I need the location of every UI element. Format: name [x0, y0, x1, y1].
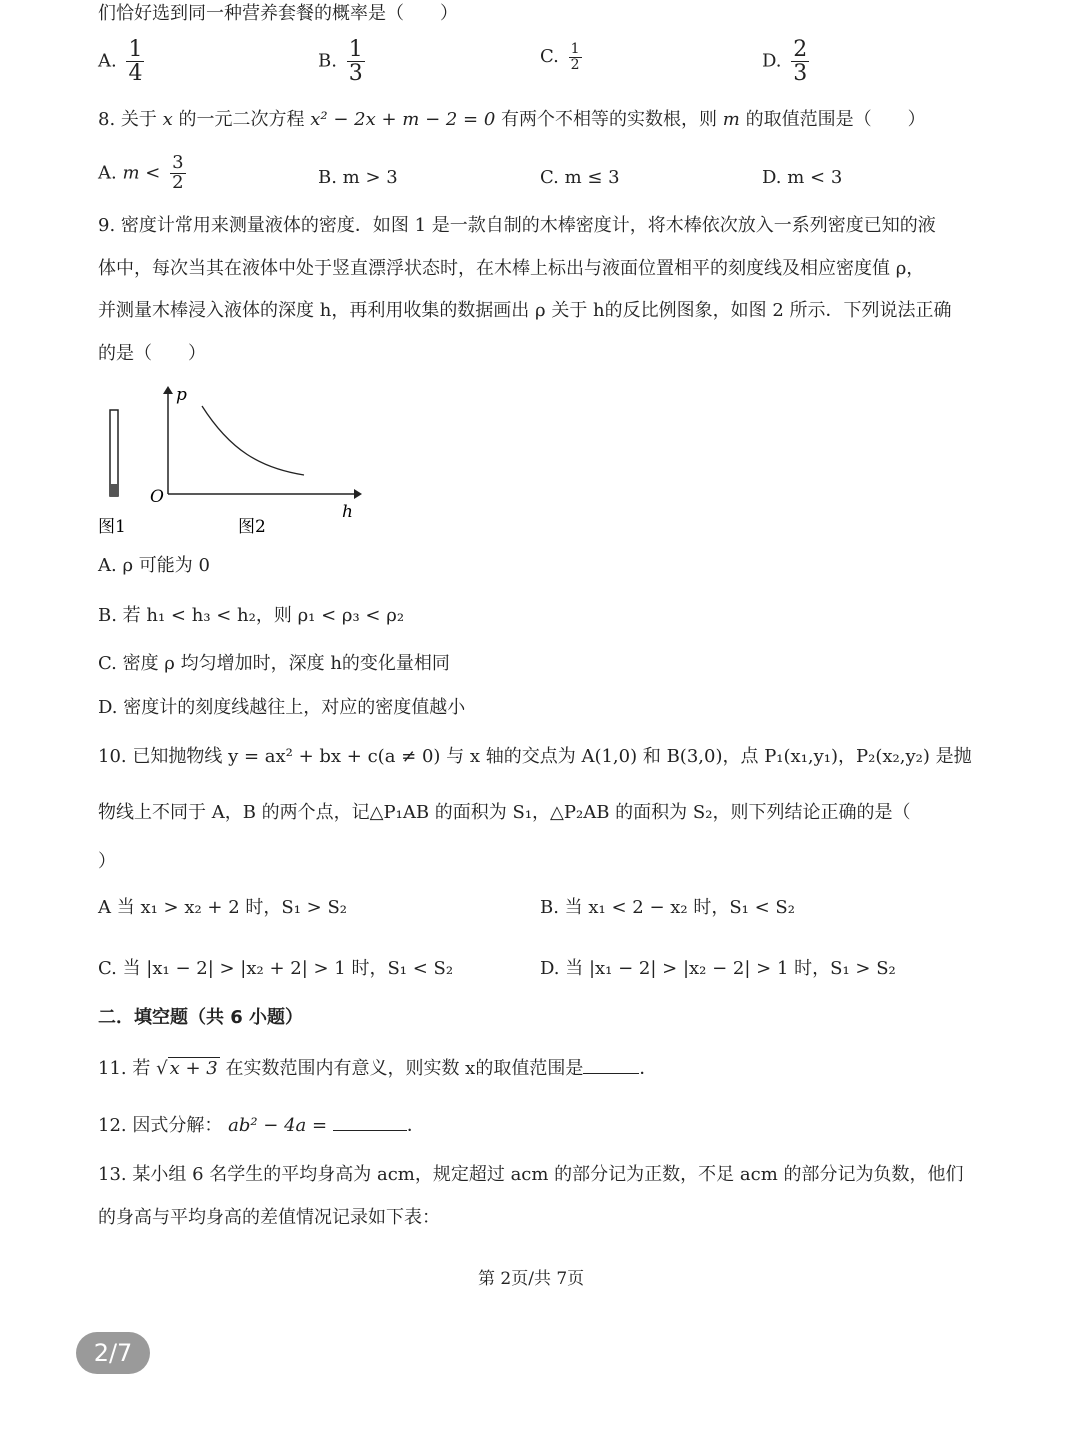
q7-option-d-fraction: $\frac{2}{3}$: [793, 37, 808, 87]
q8-option-b: B. m > 3: [318, 167, 398, 188]
q10-stem-line-3: ）: [98, 851, 116, 872]
q9-option-a: A. ρ 可能为 0: [98, 555, 210, 576]
q10-option-a: A 当 x₁ > x₂ + 2 时，S₁ > S₂: [98, 897, 348, 918]
q7-option-c: C. $\frac{1}{2}$: [540, 41, 580, 73]
section-2-heading: 二．填空题（共 6 小题）: [98, 1007, 304, 1028]
fig2-x-arrow: [354, 489, 362, 499]
q9-option-c: C. 密度 ρ 均匀增加时，深度 h的变化量相同: [98, 653, 450, 674]
q10-stem-line-2: 物线上不同于 A，B 的两个点，记△P₁AB 的面积为 S₁，△P₂AB 的面积为 S₂，则下列结论正确的是（: [98, 802, 911, 823]
q7-option-b-fraction: $\frac{1}{3}$: [348, 37, 363, 87]
fig2-y-label: p: [176, 385, 187, 405]
q7-option-c-fraction: $\frac{1}{2}$: [570, 41, 580, 73]
fig1-label: 图1: [98, 517, 126, 537]
q9-stem-line-1: 9. 密度计常用来测量液体的密度．如图 1 是一款自制的木棒密度计，将木棒依次放入一系列密度已知的液: [98, 215, 936, 236]
q12-answer-blank: [333, 1130, 407, 1131]
q11-answer-blank: [583, 1073, 639, 1074]
q13-stem-line-1: 13. 某小组 6 名学生的平均身高为 acm，规定超过 acm 的部分记为正数，不足 acm 的部分记为负数，他们: [98, 1164, 964, 1185]
page-footer: 第 2页/共 7页: [478, 1269, 585, 1289]
fig2-curve: [202, 406, 304, 475]
q8-stem: 8. 关于 x 的一元二次方程 x² − 2x + m − 2 = 0 有两个不相等的实数根，则 m 的取值范围是（ ）: [98, 109, 926, 130]
q12: 12. 因式分解： ab² − 4a = ．: [98, 1115, 425, 1136]
fig2-x-label: h: [342, 502, 353, 522]
q10-stem-line-1: 10. 已知抛物线 y = ax² + bx + c(a ≠ 0) 与 x 轴的交点为 A(1,0) 和 B(3,0)，点 P₁(x₁,y₁)，P₂(x₂,y₂) 是抛: [98, 746, 972, 767]
q9-stem-line-3: 并测量木棒浸入液体的深度 h，再利用收集的数据画出 ρ 关于 h的反比例图象，如图 2 所示．下列说法正确: [98, 300, 952, 321]
q8-option-a: A. m < $\frac{3}{2}$: [98, 152, 184, 193]
q7-stem-tail: 们恰好选到同一种营养套餐的概率是（ ）: [98, 3, 458, 24]
q9-figures: [90, 380, 380, 545]
q7-option-d: D. $\frac{2}{3}$: [762, 37, 808, 87]
q7-option-a: A. $\frac{1}{4}$: [98, 37, 143, 87]
fig1-weight: [110, 484, 118, 496]
fig2-origin-label: O: [150, 487, 164, 507]
q13-stem-line-2: 的身高与平均身高的差值情况记录如下表：: [98, 1207, 440, 1228]
q10-option-c: C. 当 |x₁ − 2| > |x₂ + 2| > 1 时，S₁ < S₂: [98, 958, 454, 979]
q7-option-b: B. $\frac{1}{3}$: [318, 37, 363, 87]
q9-stem-line-2: 体中，每次当其在液体中处于竖直漂浮状态时，在木棒上标出与液面位置相平的刻度线及相应密度值 ρ，: [98, 258, 925, 279]
q8-option-d: D. m < 3: [762, 167, 843, 188]
q8-option-c: C. m ≤ 3: [540, 167, 620, 188]
q11-radicand: x + 3: [169, 1058, 218, 1079]
q10-option-d: D. 当 |x₁ − 2| > |x₂ − 2| > 1 时，S₁ > S₂: [540, 958, 896, 979]
q10-option-b: B. 当 x₁ < 2 − x₂ 时，S₁ < S₂: [540, 897, 795, 918]
page-indicator-badge: 2/7: [76, 1332, 150, 1374]
q9-stem-line-4: 的是（ ）: [98, 343, 206, 364]
q9-option-d: D. 密度计的刻度线越往上，对应的密度值越小: [98, 697, 466, 718]
q9-option-b: B. 若 h₁ < h₃ < h₂，则 ρ₁ < ρ₃ < ρ₂: [98, 605, 405, 626]
fig2-label: 图2: [238, 517, 266, 537]
fig1-stick: [110, 410, 118, 496]
q8-option-a-fraction: $\frac{3}{2}$: [172, 152, 184, 193]
fig2-y-arrow: [163, 386, 173, 394]
q7-option-a-fraction: $\frac{1}{4}$: [128, 37, 143, 87]
q11: 11. 若 √ x + 3 在实数范围内有意义，则实数 x的取值范围是 ．: [98, 1058, 658, 1079]
